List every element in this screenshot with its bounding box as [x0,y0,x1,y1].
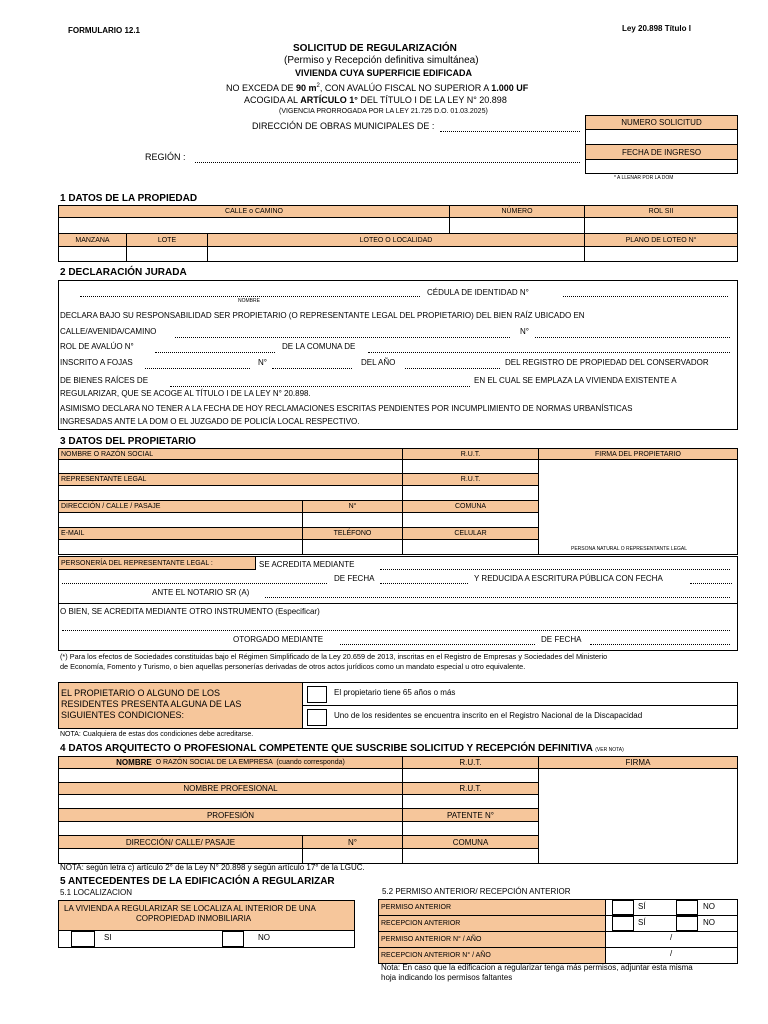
fojas-field[interactable] [145,368,250,369]
prof-n-header: N° [302,835,403,849]
prof-rut2-header: R.U.T. [402,782,539,795]
notario-label: ANTE EL NOTARIO SR (A) [152,588,250,597]
prop-dir-field[interactable] [58,512,303,528]
calle-header: CALLE o CAMINO [58,205,450,218]
rep-legal-header: REPRESENTANTE LEGAL [58,473,403,486]
recepcion-si-checkbox[interactable] [612,916,634,931]
permiso-no-label: NO [703,902,715,911]
prof-rut-field[interactable] [402,768,539,783]
copropiedad-si-label: SI [104,933,112,942]
opt2-checkbox[interactable] [307,709,327,726]
rol-field[interactable] [584,217,738,234]
header-line-5: ACOGIDA AL ARTÍCULO 1° DEL TÍTULO I DE LA LEY N° 20.898 [244,95,507,105]
prop-rut-field[interactable] [402,459,539,474]
bienes-field[interactable] [170,386,470,387]
prof-empresa-field[interactable] [58,768,403,783]
section-5-title: 5 ANTECEDENTES DE LA EDIFICACIÓN A REGULARIZAR [60,876,335,887]
permiso-si-checkbox[interactable] [612,900,634,915]
numero-field[interactable] [449,217,585,234]
otorgado-field[interactable] [340,644,535,645]
prop-nombre-field[interactable] [58,459,403,474]
opt1-label: El propietario tiene 65 años o más [334,688,456,697]
copropiedad-si-checkbox-b[interactable] [83,931,95,947]
manzana-header: MANZANA [58,233,127,247]
nombre-field[interactable] [80,296,420,297]
form-subtitle: (Permiso y Recepción definitiva simultánea) [284,55,479,66]
prop-rut-header: R.U.T. [402,448,539,460]
loteo-field[interactable] [207,246,585,262]
patente-header: PATENTE N° [402,808,539,822]
persona-natural-label: PERSONA NATURAL O REPRESENTANTE LEGAL [571,546,688,552]
n-field[interactable] [272,368,352,369]
prop-tel-header: TELÉFONO [302,527,403,540]
rol-avaluo-field[interactable] [155,352,275,353]
acredita-field-2[interactable] [62,583,327,584]
cond-line-2: RESIDENTES PRESENTA ALGUNA DE LAS [61,699,242,709]
fecha-ingreso-field[interactable] [585,159,738,174]
opt1-checkbox[interactable] [307,686,327,703]
prof-comuna-field[interactable] [402,848,539,864]
fecha2-field[interactable] [590,644,730,645]
manzana-field[interactable] [58,246,127,262]
prof-firma-header: FIRMA [538,756,738,769]
plano-header: PLANO DE LOTEO N° [584,233,738,247]
permiso-anterior-header: PERMISO ANTERIOR [378,899,606,916]
fecha2-label: DE FECHA [541,635,582,644]
permiso-no-checkbox[interactable] [676,900,698,915]
section-4-title: 4 DATOS ARQUITECTO O PROFESIONAL COMPETENTE QUE SUSCRIBE SOLICITUD Y RECEPCIÓN DEFINITIVA (VER NOTA) [60,743,624,754]
nota-sociedades-2: de Economía, Fomento y Turismo, o bien aquellas personerías derivadas de otros actos jurídicos como un mandato especial u otro equivalente. [60,662,526,671]
prof-empresa-header: NOMBRE O RAZÓN SOCIAL DE LA EMPRESA (cuando corresponda) [58,756,403,769]
prop-comuna-field[interactable] [402,512,539,528]
prof-rut2-field[interactable] [402,794,539,809]
obien-field[interactable] [62,630,730,631]
copropiedad-no-checkbox[interactable] [222,931,244,947]
loteo-header: LOTEO O LOCALIDAD [207,233,585,247]
nota-condiciones: NOTA: Cualquiera de estas dos condiciones debe acreditarse. [60,731,254,738]
comuna-field[interactable] [368,352,730,353]
copropiedad-answer-row [58,930,355,948]
cond-line-1: EL PROPIETARIO O ALGUNO DE LOS [61,688,221,698]
prof-nombre-header: NOMBRE PROFESIONAL [58,782,403,795]
ingresadas-text: INGRESADAS ANTE LA DOM O EL JUZGADO DE POLICÍA LOCAL RESPECTIVO. [60,417,360,426]
cond-line-3: SIGUIENTES CONDICIONES: [61,710,185,720]
copropiedad-line-2: COPROPIEDAD INMOBILIARIA [136,914,252,923]
prop-cel-field[interactable] [402,539,539,555]
prop-email-field[interactable] [58,539,303,555]
lote-header: LOTE [126,233,208,247]
regularizar-text: REGULARIZAR, QUE SE ACOGE AL TÍTULO I DE LA LEY N° 20.898. [60,389,311,398]
dom-label: DIRECCIÓN DE OBRAS MUNICIPALES DE : [252,121,435,131]
calle-avenida-label: CALLE/AVENIDA/CAMINO [60,327,157,336]
prof-nombre-field[interactable] [58,794,403,809]
prop-cel-header: CELULAR [402,527,539,540]
recepcion-si-label: SÍ [638,918,646,927]
nombre-label: NOMBRE [238,298,260,304]
opt2-label: Uno de los residentes se encuentra inscrito en el Registro Nacional de la Discapacidad [334,711,643,720]
prof-dir-header: DIRECCIÓN/ CALLE/ PASAJE [58,835,303,849]
plano-field[interactable] [584,246,738,262]
calle-field[interactable] [58,217,450,234]
copropiedad-no-label: NO [258,933,270,942]
prof-rut-header: R.U.T. [402,756,539,769]
numero-header: NÚMERO [449,205,585,218]
region-field[interactable] [195,162,580,163]
copropiedad-line-1: LA VIVIENDA A REGULARIZAR SE LOCALIZA AL INTERIOR DE UNA [64,904,316,913]
form-title: SOLICITUD DE REGULARIZACIÓN [293,43,457,54]
section-1-title: 1 DATOS DE LA PROPIEDAD [60,193,198,204]
comuna-label: DE LA COMUNA DE [282,342,356,351]
profesion-field[interactable] [58,821,403,836]
dom-field[interactable] [440,131,580,132]
asimismo-text: ASIMISMO DECLARA NO TENER A LA FECHA DE HOY RECLAMACIONES ESCRITAS PENDIENTES POR INCUMPLIMIENTO DE NORMAS URBANÍSTICAS [60,404,633,413]
rep-legal-field[interactable] [58,485,403,501]
recepcion-anterior-header: RECEPCION ANTERIOR [378,915,606,932]
nota-sociedades-1: (*) Para los efectos de Sociedades constituidas bajo el Régimen Simplificado de la Ley 20.659 de 2013, inscritas en el Registro de Empresas y Sociedades del Ministerio [60,652,608,661]
fecha-field[interactable] [380,583,468,584]
patente-field[interactable] [402,821,539,836]
registro-label: DEL REGISTRO DE PROPIEDAD DEL CONSERVADOR [505,358,709,367]
prof-n-field[interactable] [302,848,403,864]
localizacion-label: 5.1 LOCALIZACION [60,888,133,897]
permiso-si-label: SÍ [638,902,646,911]
region-label: REGIÓN : [145,152,186,162]
nota-profesional: NOTA: según letra c) artículo 2° de la Ley N° 20.898 y según artículo 17° de la LGUC. [60,863,365,872]
prop-dir-header: DIRECCIÓN / CALLE / PASAJE [58,500,303,513]
declara-text: DECLARA BAJO SU RESPONSABILIDAD SER PROPIETARIO (O REPRESENTANTE LEGAL DEL PROPIETARIO) DEL BIEN RAÍZ UBICADO EN [60,311,585,320]
lote-field[interactable] [126,246,208,262]
fojas-label: INSCRITO A FOJAS [60,358,133,367]
obien-label: O BIEN, SE ACREDITA MEDIANTE OTRO INSTRUMENTO (Especificar) [60,607,320,616]
firma-prop-field[interactable] [538,459,738,555]
permiso-anterior-num-header: PERMISO ANTERIOR N° / AÑO [378,931,606,948]
acredita-label: SE ACREDITA MEDIANTE [259,560,355,569]
prof-firma-field[interactable] [538,768,738,864]
dom-note: * A LLENAR POR LA DOM [614,175,674,181]
header-line-3: VIVIENDA CUYA SUPERFICIE EDIFICADA [295,68,473,78]
section-2-title: 2 DECLARACIÓN JURADA [60,267,187,278]
prop-email-header: E-MAIL [58,527,303,540]
recepcion-anterior-num-header: RECEPCION ANTERIOR N° / AÑO [378,947,606,964]
reducida-label: Y REDUCIDA A ESCRITURA PÚBLICA CON FECHA [474,574,663,583]
prof-comuna-header: COMUNA [402,835,539,849]
personeria-header: PERSONERÍA DEL REPRESENTANTE LEGAL : [58,556,256,570]
notario-field[interactable] [265,597,730,598]
prop-n-field[interactable] [302,512,403,528]
solicitud-field[interactable] [585,129,738,145]
n-label: N° [258,358,267,367]
bienes-label: DE BIENES RAÍCES DE [60,376,149,385]
acredita-field[interactable] [380,569,730,570]
num-label: N° [520,327,529,336]
anio-label: DEL AÑO [361,358,396,367]
form-number: FORMULARIO 12.1 [68,26,141,35]
emplaza-text: EN EL CUAL SE EMPLAZA LA VIVIENDA EXISTENTE A [474,376,677,385]
profesion-header: PROFESIÓN [58,808,403,822]
num-field[interactable] [535,337,730,338]
rep-rut-field[interactable] [402,485,539,501]
prof-dir-field[interactable] [58,848,303,864]
nota-permisos-2: hoja indicando los permisos faltantes [381,973,513,982]
fecha-label: DE FECHA [334,574,375,583]
rep-rut-header: R.U.T. [402,473,539,486]
header-vigencia: (VIGENCIA PRORROGADA POR LA LEY 21.725 D.O. 01.03.2025) [279,108,488,115]
nota-permisos-1: Nota: En caso que la edificacion a regularizar tenga más permisos, adjuntar esta misma [381,963,693,972]
fecha-ingreso-header: FECHA DE INGRESO [585,144,738,160]
permiso-slash: / [670,933,673,942]
prop-comuna-header: COMUNA [402,500,539,513]
rol-avaluo-label: ROL DE AVALÚO N° [60,342,134,351]
calle-avenida-field[interactable] [175,337,510,338]
recepcion-no-label: NO [703,918,715,927]
firma-prop-header: FIRMA DEL PROPIETARIO [538,448,738,460]
otorgado-label: OTORGADO MEDIANTE [233,635,324,644]
section-3-title: 3 DATOS DEL PROPIETARIO [60,436,196,447]
cedula-field[interactable] [563,296,728,297]
reducida-field[interactable] [690,583,732,584]
solicitud-header: NUMERO SOLICITUD [585,115,738,130]
recepcion-slash: / [670,949,673,958]
prop-nombre-header: NOMBRE O RAZÓN SOCIAL [58,448,403,460]
rol-header: ROL SII [584,205,738,218]
prop-n-header: N° [302,500,403,513]
header-line-4: NO EXCEDA DE 90 $m^2$, CON AVALÚO FISCAL NO SUPERIOR A 1.000 UF [226,83,529,93]
recepcion-no-checkbox[interactable] [676,916,698,931]
cedula-label: CÉDULA DE IDENTIDAD N° [427,288,529,297]
permiso-anterior-label: 5.2 PERMISO ANTERIOR/ RECEPCIÓN ANTERIOR [382,887,571,896]
law-reference: Ley 20.898 Título I [622,24,691,33]
prop-tel-field[interactable] [302,539,403,555]
anio-field[interactable] [405,368,500,369]
